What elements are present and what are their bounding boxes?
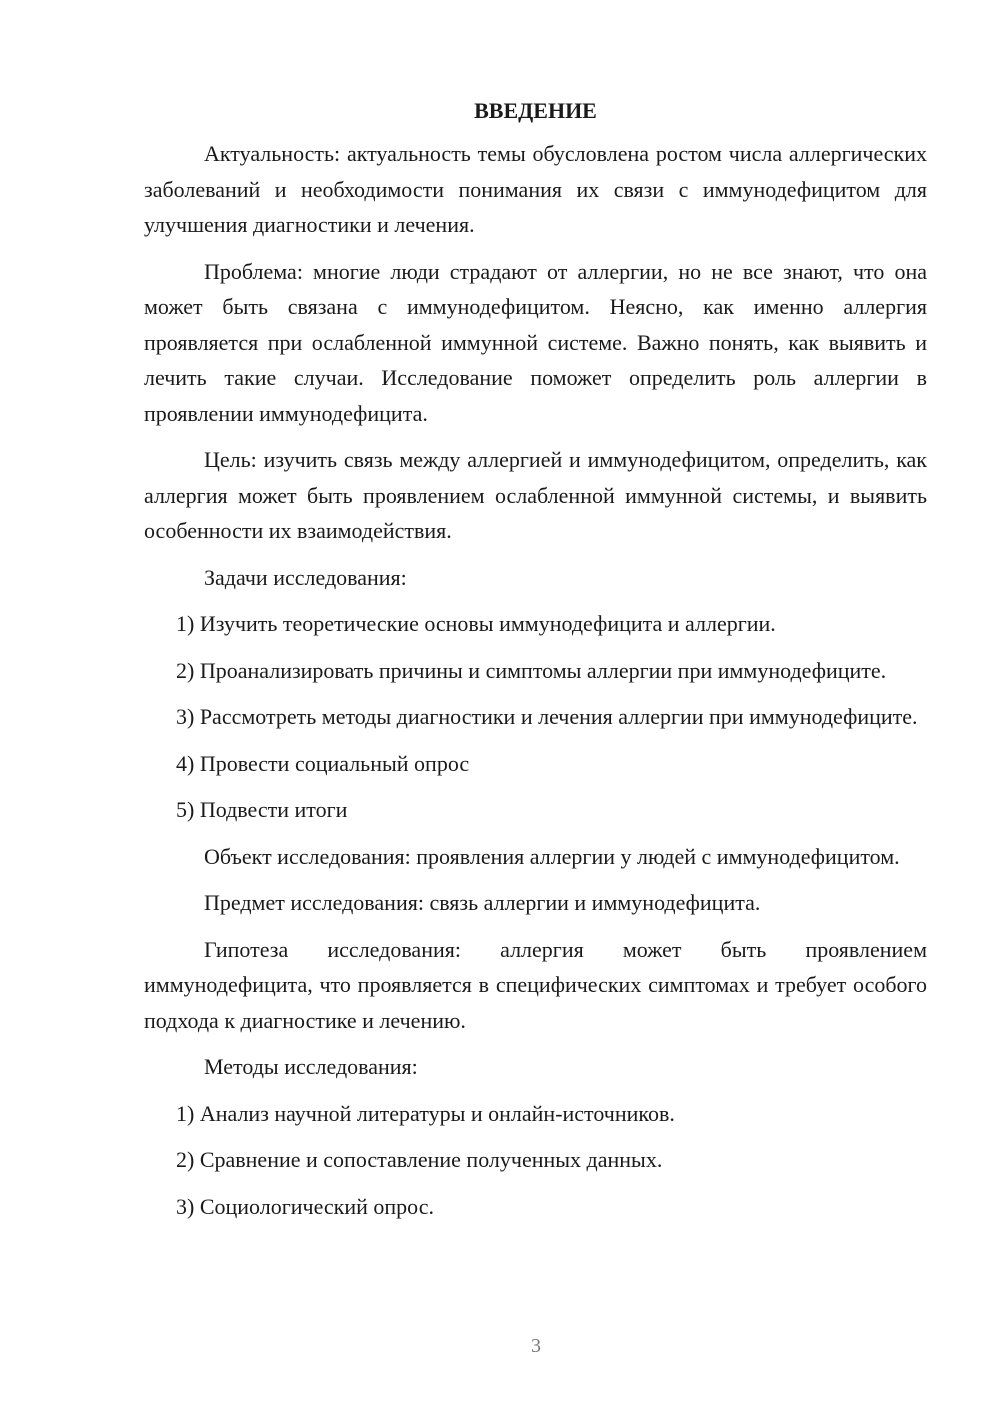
tasks-heading: Задачи исследования: bbox=[204, 564, 407, 590]
section-title: ВВЕДЕНИЕ bbox=[474, 98, 597, 123]
method-item-1: 1) Анализ научной литературы и онлайн-источников. bbox=[176, 1100, 675, 1126]
relevance-paragraph: Актуальность: актуальность темы обусловлена ростом числа аллергических заболеваний и необходимости понимания их связи с иммунодефицитом для улучшения диагностики и лечения. bbox=[144, 141, 927, 237]
method-item-3: 3) Социологический опрос. bbox=[176, 1193, 434, 1219]
goal-paragraph: Цель: изучить связь между аллергией и иммунодефицитом, определить, как аллергия может быть проявлением ослабленной иммунной системы, и выявить особенности их взаимодействия. bbox=[144, 447, 927, 543]
object-paragraph: Объект исследования: проявления аллергии у людей с иммунодефицитом. bbox=[204, 843, 900, 869]
method-item-2: 2) Сравнение и сопоставление полученных данных. bbox=[176, 1147, 663, 1172]
task-item-5: 5) Подвести итоги bbox=[176, 797, 348, 822]
task-item-4: 4) Провести социальный опрос bbox=[176, 750, 470, 776]
task-item-3: 3) Рассмотреть методы диагностики и лечения аллергии при иммунодефиците. bbox=[176, 704, 918, 729]
problem-paragraph: Проблема: многие люди страдают от аллергии, но не все знают, что она может быть связана с иммунодефицитом. Неясно, как именно аллергия проявляется при ослабленной иммунной системе. Важно понять, как выявить и лечить такие случаи. Исследование поможет определить роль аллергии в проявлении иммунодефицита. bbox=[144, 258, 927, 426]
subject-paragraph: Предмет исследования: связь аллергии и иммунодефицита. bbox=[204, 890, 761, 915]
methods-heading: Методы исследования: bbox=[204, 1054, 418, 1079]
page-content bbox=[144, 95, 927, 1235]
hypothesis-paragraph: Гипотеза исследования: аллергия может быть проявлением иммунодефицита, что проявляется в специфических симптомах и требует особого подхода к диагностике и лечению. bbox=[144, 936, 927, 1033]
task-item-1: 1) Изучить теоретические основы иммунодефицита и аллергии. bbox=[176, 611, 776, 636]
page-number: 3 bbox=[531, 1335, 541, 1357]
task-item-2: 2) Проанализировать причины и симптомы аллергии при иммунодефиците. bbox=[176, 657, 887, 683]
